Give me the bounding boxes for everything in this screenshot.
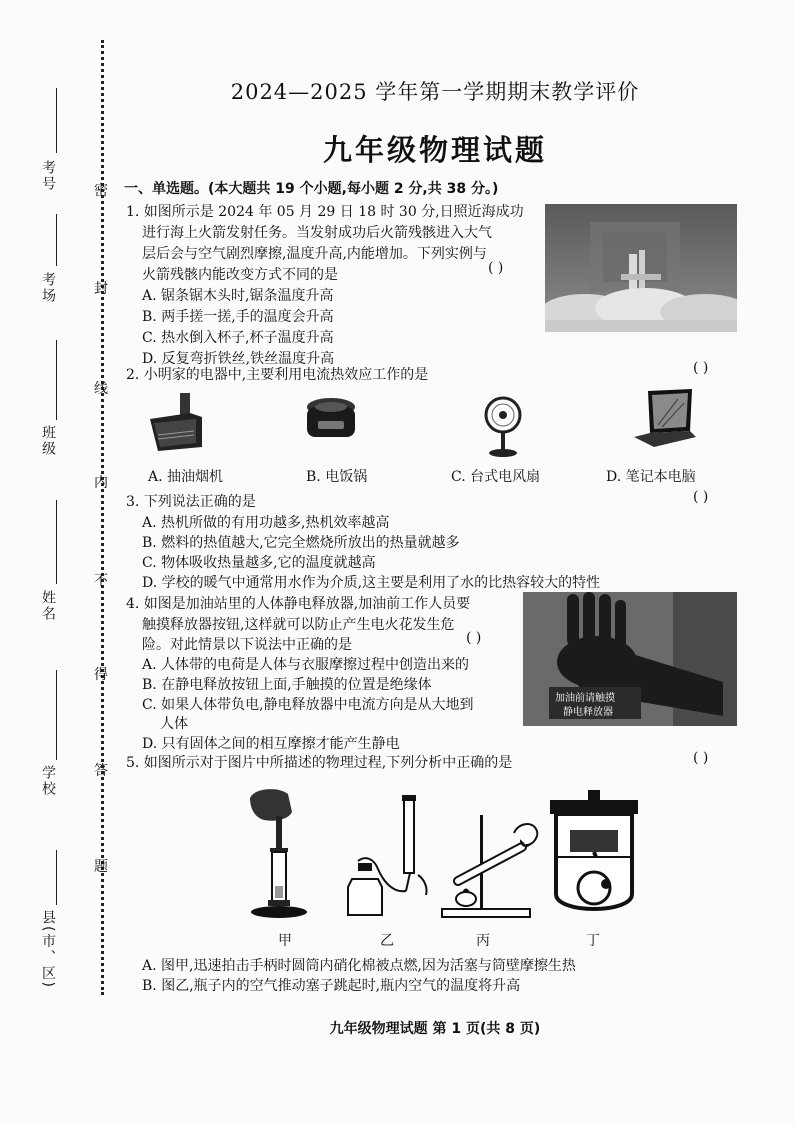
exam-number-label: 考号: [40, 160, 56, 192]
seal-word-7: 答: [94, 763, 108, 779]
seal-word-1: 密: [94, 183, 108, 199]
q2-option-a: A. 抽油烟机: [148, 469, 224, 485]
class-blank: [56, 340, 57, 420]
q4-stem-line-3: 险。对此情景以下说法中正确的是: [142, 637, 352, 653]
q5-option-a: A. 图甲,迅速拍击手柄时圆筒内硝化棉被点燃,因为活塞与筒壁摩擦生热: [142, 958, 576, 974]
exam-number-blank: [56, 88, 57, 153]
seal-word-2: 封: [94, 281, 108, 297]
q3-option-a: A. 热机所做的有用功越多,热机效率越高: [142, 515, 390, 531]
test-tube-heating-figure: [436, 815, 544, 921]
seal-word-8: 题: [94, 859, 108, 875]
county-label: 县(市、区): [40, 910, 56, 989]
q3-stem: 3. 下列说法正确的是: [126, 494, 256, 510]
exam-room-label: 考场: [40, 272, 56, 304]
q5-label-yi: 乙: [380, 933, 394, 949]
q5-label-bing: 丙: [476, 933, 490, 949]
county-blank: [56, 850, 57, 905]
q5-option-b: B. 图乙,瓶子内的空气推动塞子跳起时,瓶内空气的温度将升高: [142, 978, 521, 994]
q1-stem-line-2: 进行海上火箭发射任务。当发射成功后火箭残骸进入大气: [142, 225, 492, 241]
exam-room-blank: [56, 214, 57, 266]
discharger-label-1: 加油前请触摸: [555, 693, 615, 704]
static-discharger-photo: [523, 592, 737, 726]
q4-stem-line-2: 触摸释放器按钮,这样就可以防止产生电火花发生危: [142, 617, 455, 633]
q3-option-d: D. 学校的暖气中通常用水作为介质,这主要是利用了水的比热容较大的特性: [142, 575, 601, 591]
seal-word-4: 内: [94, 475, 108, 491]
discharger-label-2: 静电释放器: [563, 707, 613, 718]
q1-stem-line-3: 层后会与空气剧烈摩擦,温度升高,内能增加。下列实例与: [142, 246, 487, 262]
seal-word-6: 得: [94, 667, 108, 683]
exam-title: 2024—2025 学年第一学期期末教学评价: [230, 80, 640, 104]
q1-option-d: D. 反复弯折铁丝,铁丝温度升高: [142, 351, 335, 367]
q3-option-b: B. 燃料的热值越大,它完全燃烧所放出的热量就越多: [142, 535, 460, 551]
subject-title: 九年级物理试题: [322, 133, 547, 167]
q3-option-c: C. 物体吸收热量越多,它的温度就越高: [142, 555, 376, 571]
q5-label-ding: 丁: [586, 933, 600, 949]
q1-option-a: A. 锯条锯木头时,锯条温度升高: [142, 288, 334, 304]
range-hood-image: [146, 393, 206, 459]
q4-option-b: B. 在静电释放按钮上面,手触摸的位置是绝缘体: [142, 677, 432, 693]
q2-stem: 2. 小明家的电器中,主要利用电流热效应工作的是: [126, 367, 429, 383]
fire-syringe-figure: [244, 786, 316, 924]
q4-option-d: D. 只有固体之间的相互摩擦才能产生静电: [142, 736, 400, 752]
q1-option-b: B. 两手搓一搓,手的温度会升高: [142, 309, 334, 325]
q2-option-c: C. 台式电风扇: [451, 469, 541, 485]
desk-fan-image: [480, 395, 526, 459]
q1-answer-blank[interactable]: ( ): [488, 260, 504, 276]
q1-option-c: C. 热水倒入杯子,杯子温度升高: [142, 330, 334, 346]
q2-option-b: B. 电饭锅: [306, 469, 368, 485]
school-label: 学校: [40, 765, 56, 797]
q2-option-d: D. 笔记本电脑: [606, 469, 696, 485]
q5-answer-blank[interactable]: ( ): [693, 750, 709, 766]
q4-option-c-cont: 人体: [160, 716, 188, 732]
q2-answer-blank[interactable]: ( ): [693, 360, 709, 376]
q5-stem: 5. 如图所示对于图片中所描述的物理过程,下列分析中正确的是: [126, 755, 513, 771]
q4-stem-line-1: 4. 如图是加油站里的人体静电释放器,加油前工作人员要: [126, 596, 471, 612]
engine-cylinder-figure: [548, 790, 640, 922]
bottle-pump-figure: [344, 795, 436, 919]
name-label: 姓名: [40, 590, 56, 622]
rice-cooker-image: [304, 395, 358, 447]
class-label: 班级: [40, 425, 56, 457]
q1-stem-line-1: 1. 如图所示是 2024 年 05 月 29 日 18 时 30 分,日照近海成功: [126, 204, 524, 220]
seal-word-5: 不: [94, 573, 108, 589]
rocket-launch-photo: [545, 204, 737, 332]
q4-option-a: A. 人体带的电荷是人体与衣服摩擦过程中创造出来的: [142, 657, 470, 673]
school-blank: [56, 670, 57, 760]
q4-option-c: C. 如果人体带负电,静电释放器中电流方向是从大地到: [142, 697, 474, 713]
laptop-image: [630, 387, 700, 451]
q4-answer-blank[interactable]: ( ): [466, 630, 482, 646]
seal-word-3: 线: [94, 381, 108, 397]
q5-label-jia: 甲: [278, 933, 292, 949]
section-heading: 一、单选题。(本大题共 19 个小题,每小题 2 分,共 38 分。): [124, 181, 499, 197]
q3-answer-blank[interactable]: ( ): [693, 489, 709, 505]
name-blank: [56, 500, 57, 584]
q1-stem-line-4: 火箭残骸内能改变方式不同的是: [142, 267, 338, 283]
page-footer: 九年级物理试题 第 1 页(共 8 页): [329, 1021, 541, 1037]
